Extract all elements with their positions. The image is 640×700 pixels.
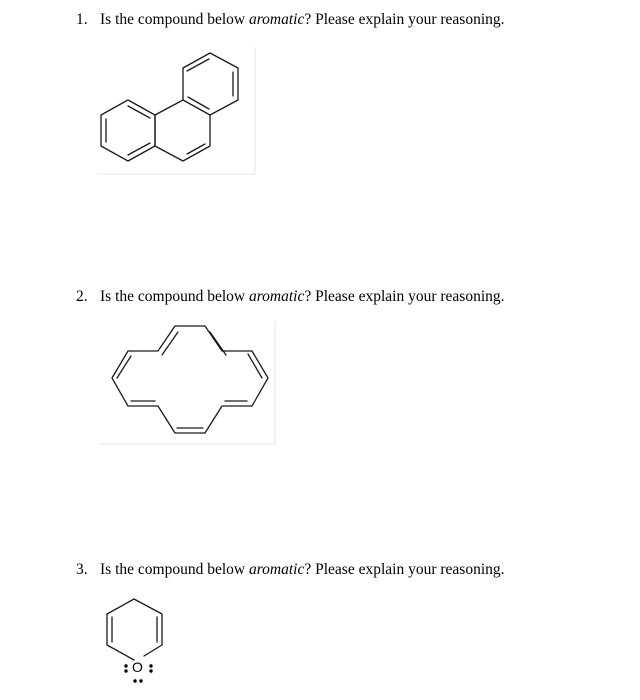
emphasis-word: aromatic bbox=[248, 11, 305, 28]
lone-pair-dot bbox=[149, 664, 152, 667]
question-3-text: 3. Is the compound below aromatic? Please explain your reasoning. bbox=[76, 561, 505, 578]
lone-pair-dot bbox=[124, 669, 127, 672]
emphasis-word: aromatic bbox=[248, 561, 305, 578]
question-2-text: 2. Is the compound below aromatic? Please explain your reasoning. bbox=[76, 288, 505, 305]
question-number: 1. bbox=[76, 11, 88, 28]
lone-pair-dot bbox=[149, 669, 152, 672]
pyran-structure bbox=[95, 592, 185, 700]
lone-pair-dot bbox=[139, 679, 142, 682]
emphasis-word: aromatic bbox=[248, 288, 305, 305]
lone-pair-dot bbox=[133, 679, 136, 682]
question-number: 2. bbox=[76, 288, 88, 305]
phenanthrene-structure bbox=[90, 40, 270, 180]
question-1-text: 1. Is the compound below aromatic? Please explain your reasoning. bbox=[76, 11, 505, 28]
question-number: 3. bbox=[76, 561, 88, 578]
lone-pair-dot bbox=[124, 664, 127, 667]
cyclic-polyene-structure bbox=[95, 318, 285, 458]
oxygen-atom-label: O bbox=[132, 659, 143, 675]
